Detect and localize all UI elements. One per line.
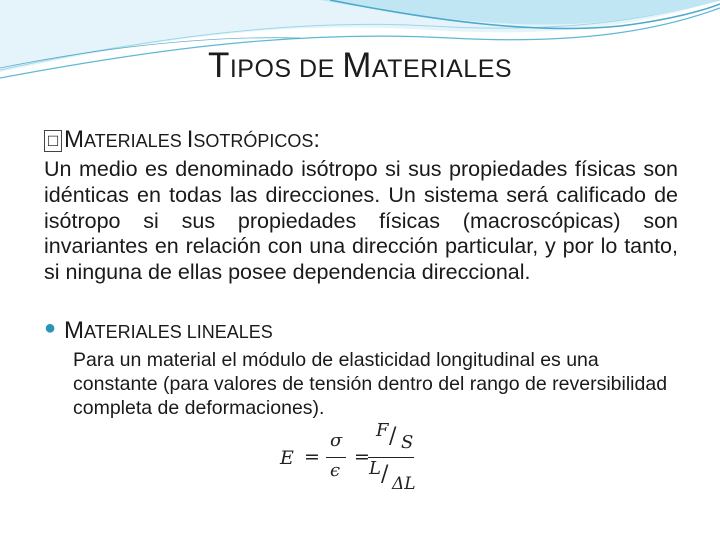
formula-sigma: σ — [330, 430, 343, 451]
heading-part: M — [64, 317, 84, 344]
section1-heading — [64, 126, 320, 154]
section2-body: Para un material el módulo de elasticidad longitudinal es una constante (para valores de tensión dentro del rango de reversibilidad completa de deformaciones). — [73, 349, 668, 419]
formula-F: F — [376, 420, 389, 441]
formula-slash: / — [381, 462, 389, 487]
formula-equals: = — [354, 446, 370, 468]
formula-lhs: E — [280, 447, 294, 469]
heading-part: SOTRÓPICOS — [193, 131, 314, 151]
bullet-icon: ● — [44, 317, 57, 339]
heading-part: ATERIALES — [84, 131, 187, 151]
formula-equals: = — [304, 446, 320, 468]
title-part: T — [207, 46, 230, 85]
heading-part: M — [64, 126, 84, 153]
heading-part: I — [186, 126, 194, 153]
formula-deltaL: ΔL — [392, 474, 416, 494]
title-part: M — [342, 46, 372, 85]
heading-part: ATERIALES LINEALES — [84, 322, 273, 342]
elasticity-formula — [272, 420, 442, 500]
title-part: IPOS DE — [229, 55, 343, 83]
formula-epsilon: ϵ — [330, 460, 341, 481]
missing-glyph-icon: ☐ — [44, 130, 62, 152]
heading-part: : — [313, 126, 321, 153]
fraction-bar — [326, 457, 346, 458]
title-part: ATERIALES — [371, 55, 513, 83]
formula-slash: / — [389, 424, 397, 449]
formula-S: S — [401, 432, 414, 453]
formula-L: L — [369, 458, 381, 479]
section2-heading — [64, 317, 273, 345]
page-title — [0, 46, 720, 86]
section1-body: Un medio es denominado isótropo si sus propiedades físicas son idénticas en todas las direcciones. Un sistema será calificado de isótropo si sus propiedades físicas (macroscópicas) son invariantes en relación con una dirección particular, y por lo tanto, si ninguna de ellas posee dependencia direccional. — [44, 157, 678, 285]
